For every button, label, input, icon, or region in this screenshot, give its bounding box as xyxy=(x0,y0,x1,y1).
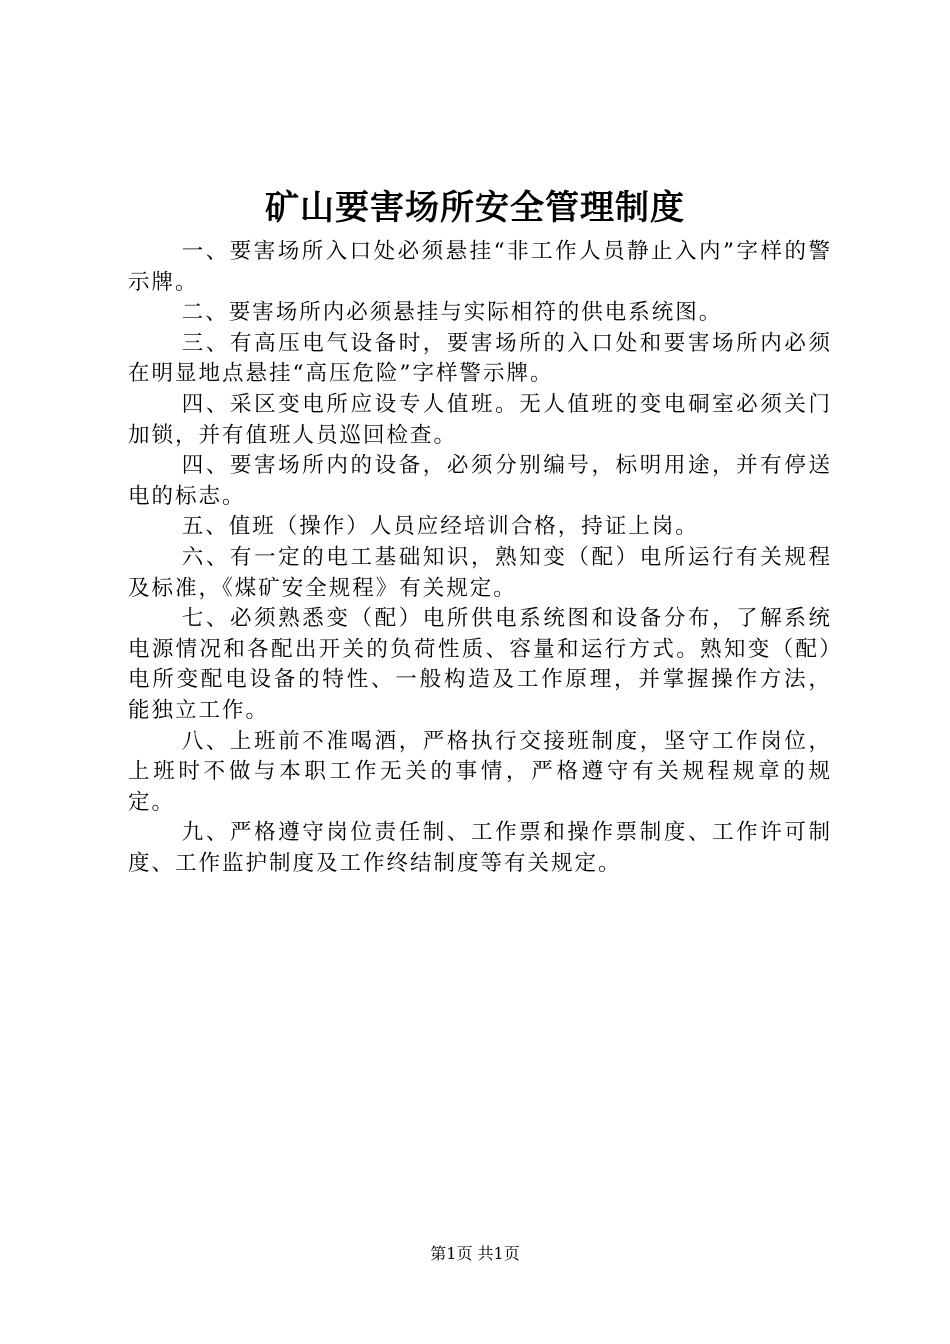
paragraph-6: 五、值班（操作）人员应经培训合格，持证上岗。 xyxy=(181,514,699,540)
paragraph-8: 七、必须熟悉变（配）电所供电系统图和设备分布，了解系统电源情况和各配出开关的负荷性质、容量和运行方式。熟知变（配）电所变配电设备的特性、一般构造及工作原理，并掌握操作方法，能独立工作。 xyxy=(128,606,832,723)
paragraph-9: 八、上班前不准喝酒，严格执行交接班制度，坚守工作岗位，上班时不做与本职工作无关的事情，严格遵守有关规程规章的规定。 xyxy=(128,728,832,815)
document-body xyxy=(128,237,832,879)
paragraph-1: 一、要害场所入口处必须悬挂“非工作人员静止入内”字样的警示牌。 xyxy=(128,239,832,295)
document-title: 矿山要害场所安全管理制度 xyxy=(265,188,685,228)
paragraph-2: 二、要害场所内必须悬挂与实际相符的供电系统图。 xyxy=(181,300,723,326)
paragraph-10: 九、严格遵守岗位责任制、工作票和操作票制度、工作许可制度、工作监护制度及工作终结制度等有关规定。 xyxy=(128,820,832,876)
page-number-footer: 第1页 共1页 xyxy=(430,1244,520,1263)
paragraph-5: 四、要害场所内的设备，必须分别编号，标明用途，并有停送电的标志。 xyxy=(128,453,832,509)
paragraph-7: 六、有一定的电工基础知识，熟知变（配）电所运行有关规程及标准，《煤矿安全规程》有关规定。 xyxy=(128,544,832,601)
paragraph-3: 三、有高压电气设备时，要害场所的入口处和要害场所内必须在明显地点悬挂“高压危险”字样警示牌。 xyxy=(128,330,832,387)
paragraph-4: 四、采区变电所应设专人值班。无人值班的变电硐室必须关门加锁，并有值班人员巡回检查。 xyxy=(128,391,832,448)
